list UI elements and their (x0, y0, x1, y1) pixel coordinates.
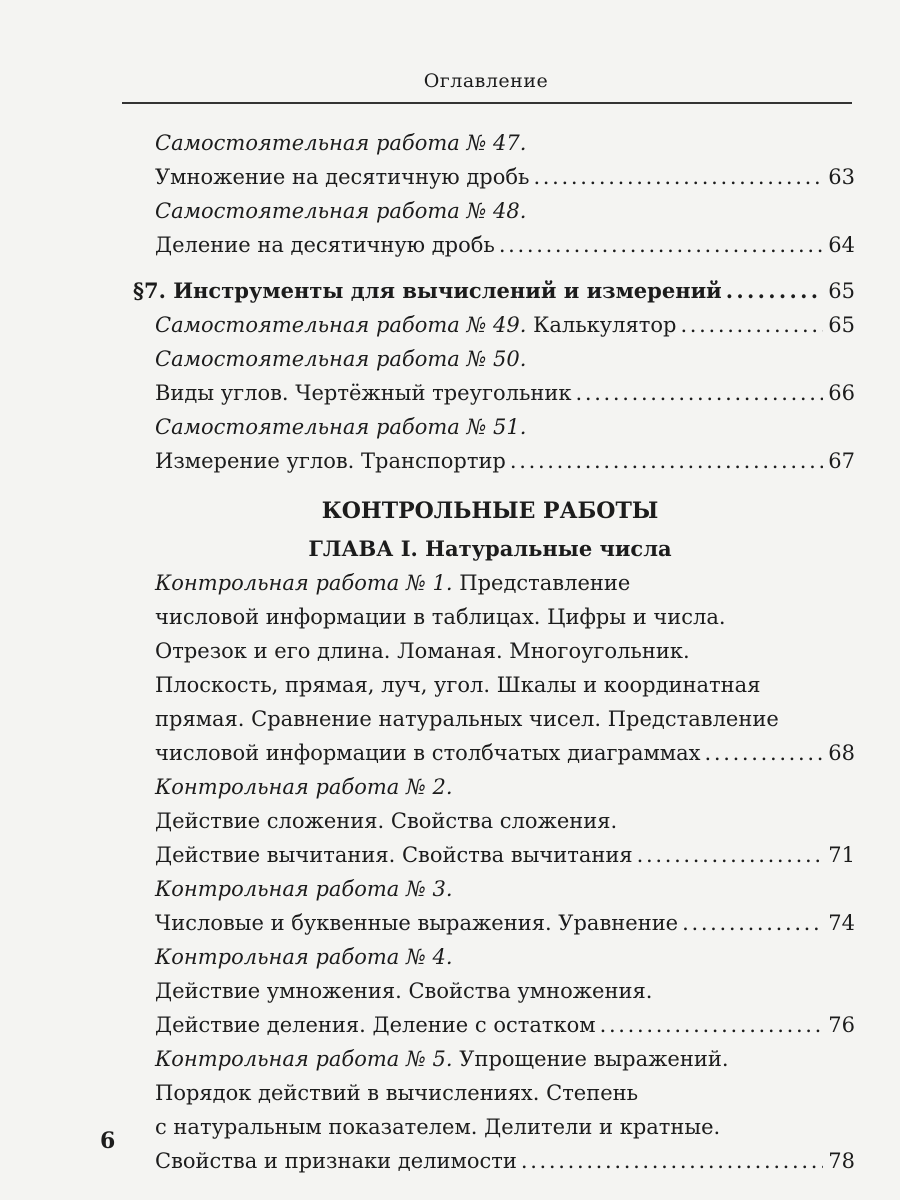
leader-dots (637, 840, 823, 870)
section-title: §7. Инструменты для вычислений и измерений (133, 278, 722, 303)
leader-dots (499, 230, 823, 260)
control-works-heading: КОНТРОЛЬНЫЕ РАБОТЫ (321, 498, 659, 524)
page-number: 65 (828, 313, 855, 337)
toc-label-kr1[interactable] (155, 568, 855, 602)
entry-label: Самостоятельная работа № 49. (155, 313, 527, 337)
running-header: Оглавление (423, 70, 549, 92)
leader-dots (576, 378, 824, 408)
toc-label-kr5[interactable] (155, 1044, 855, 1078)
entry-text-line: Действие сложения. Свойства сложения. (155, 809, 618, 833)
entry-text-line: с натуральным показателем. Делители и кратные. (155, 1115, 721, 1139)
entry-text-line: Отрезок и его длина. Ломаная. Многоугольник. (155, 639, 690, 663)
leader-dots (510, 446, 823, 476)
page-number: 71 (828, 843, 855, 867)
header-rule (122, 102, 852, 104)
toc-label-sr50 (155, 344, 855, 378)
page-number: 67 (828, 449, 855, 473)
toc-entry-sr48[interactable] (155, 230, 855, 264)
page-number: 64 (828, 233, 855, 257)
page-number: 65 (828, 279, 855, 303)
entry-label: Самостоятельная работа № 51. (155, 415, 527, 439)
entry-title: Действие деления. Деление с остатком (155, 1013, 596, 1037)
toc-entry-sr49[interactable] (155, 310, 855, 344)
toc-entry-kr3[interactable] (155, 908, 855, 942)
toc-entry-kr4[interactable] (155, 1010, 855, 1044)
leader-dots (533, 162, 823, 192)
entry-title: Представление (459, 571, 631, 595)
toc-entry-sr51[interactable] (155, 446, 855, 480)
entry-label: Контрольная работа № 2. (155, 775, 453, 799)
toc-entry-kr1[interactable] (155, 738, 855, 772)
toc-label-kr2 (155, 772, 855, 806)
entry-title: Свойства и признаки делимости (155, 1149, 517, 1173)
toc-label-kr3 (155, 874, 855, 908)
entry-label: Самостоятельная работа № 47. (155, 131, 527, 155)
entry-label: Контрольная работа № 4. (155, 945, 453, 969)
toc-label-sr51 (155, 412, 855, 446)
entry-text-line: Порядок действий в вычислениях. Степень (155, 1081, 639, 1105)
entry-text-line: Плоскость, прямая, луч, угол. Шкалы и координатная (155, 673, 761, 697)
entry-title: Калькулятор (533, 313, 677, 337)
entry-label: Контрольная работа № 3. (155, 877, 453, 901)
entry-title: Деление на десятичную дробь (155, 233, 495, 257)
page-number: 78 (828, 1149, 855, 1173)
page-number: 68 (828, 741, 855, 765)
entry-title: Измерение углов. Транспортир (155, 449, 506, 473)
entry-text-line: числовой информации в таблицах. Цифры и числа. (155, 605, 726, 629)
page-number: 63 (828, 165, 855, 189)
toc-label-kr4 (155, 942, 855, 976)
entry-label: Самостоятельная работа № 48. (155, 199, 527, 223)
leader-dots (521, 1146, 823, 1176)
leader-dots (726, 276, 823, 306)
toc-label-sr47 (155, 128, 855, 162)
page-folio: 6 (100, 1128, 116, 1154)
entry-title: Упрощение выражений. (459, 1047, 729, 1071)
entry-label: Контрольная работа № 5. (155, 1047, 453, 1071)
toc-label-sr48 (155, 196, 855, 230)
toc-entry-kr5[interactable] (155, 1146, 855, 1180)
entry-text-line: прямая. Сравнение натуральных чисел. Представление (155, 707, 779, 731)
leader-dots (705, 738, 823, 768)
page-number: 76 (828, 1013, 855, 1037)
toc-entry-kr2[interactable] (155, 840, 855, 874)
entry-title: Виды углов. Чертёжный треугольник (155, 381, 572, 405)
entry-label: Самостоятельная работа № 50. (155, 347, 527, 371)
entry-title: числовой информации в столбчатых диаграммах (155, 741, 701, 765)
entry-title: Умножение на десятичную дробь (155, 165, 530, 189)
toc-entry-sr50[interactable] (155, 378, 855, 412)
toc-entry-sr47[interactable] (155, 162, 855, 196)
entry-label: Контрольная работа № 1. (155, 571, 453, 595)
entry-title: Числовые и буквенные выражения. Уравнение (155, 911, 679, 935)
leader-dots (680, 310, 823, 340)
page-number: 74 (828, 911, 855, 935)
table-of-contents (133, 128, 855, 1180)
page-number: 66 (828, 381, 855, 405)
entry-text-line: Действие умножения. Свойства умножения. (155, 979, 653, 1003)
toc-section-7[interactable] (133, 276, 855, 310)
leader-dots (682, 908, 823, 938)
entry-title: Действие вычитания. Свойства вычитания (155, 843, 633, 867)
leader-dots (600, 1010, 823, 1040)
chapter-heading: ГЛАВА I. Натуральные числа (308, 536, 672, 561)
